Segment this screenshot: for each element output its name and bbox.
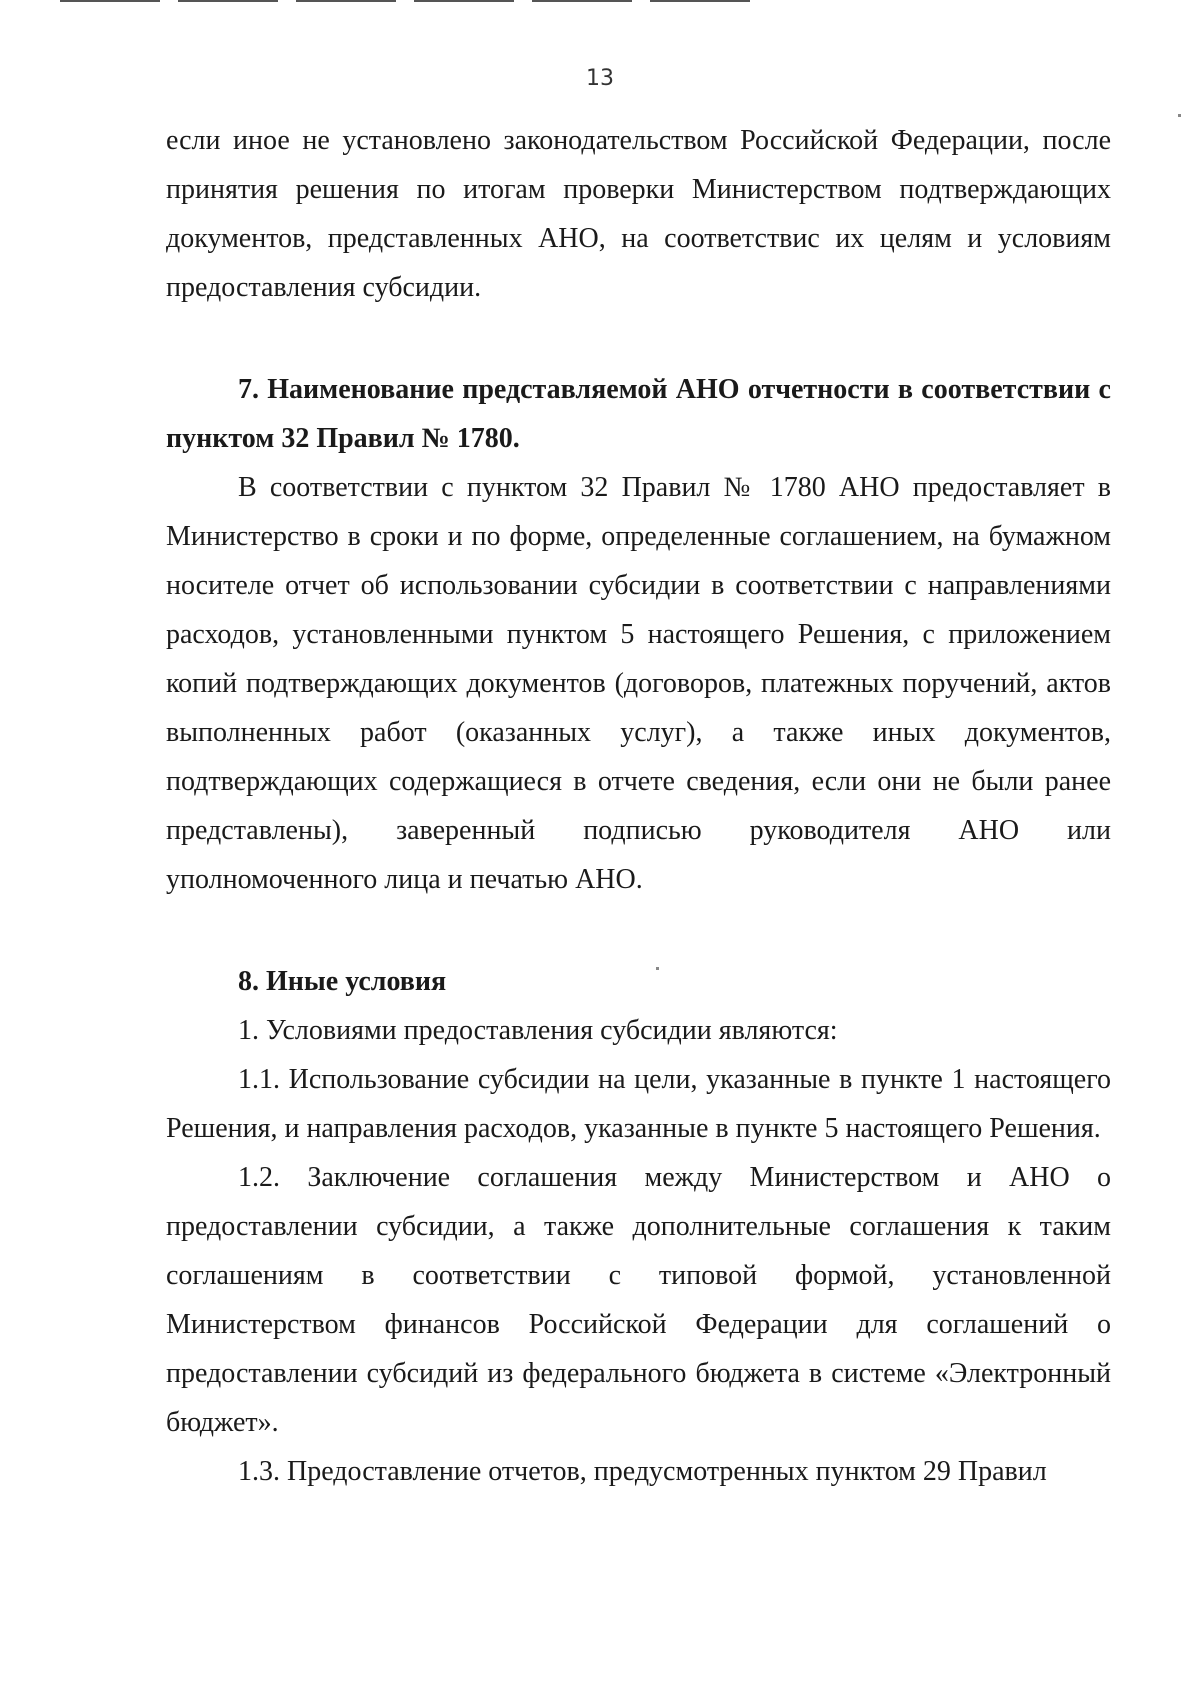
section-spacer	[166, 312, 1111, 365]
section-8-item-1-1: 1.1. Использование субсидии на цели, указанные в пункте 1 настоящего Решения, и направления расходов, указанные в пункте 5 настоящего Решения.	[166, 1064, 1111, 1144]
top-edge-rule	[650, 0, 750, 2]
section-7-heading: 7. Наименование представляемой АНО отчетности в соответствии с пунктом 32 Правил № 1780.	[166, 374, 1111, 454]
paragraph-continuation: если иное не установлено законодательством Российской Федерации, после принятия решения по итогам проверки Министерством подтверждающих документов, представленных АНО, на соответствис их целям и условиям предоставления субсидии.	[166, 125, 1111, 303]
page-number: 13	[586, 66, 614, 91]
top-edge-rule	[178, 0, 278, 2]
section-spacer	[166, 904, 1111, 957]
scan-speck	[1178, 114, 1181, 117]
section-8-heading: 8. Иные условия	[238, 966, 447, 997]
top-edge-rule	[296, 0, 396, 2]
section-8-item-1-2: 1.2. Заключение соглашения между Министерством и АНО о предоставлении субсидии, а также дополнительные соглашения к таким соглашениям в соответствии с типовой формой, установленной Министерством финансов Российской Федерации для соглашений о предоставлении субсидий из федерального бюджета в системе «Электронный бюджет».	[166, 1162, 1111, 1438]
top-edge-rule	[532, 0, 632, 2]
section-8-item-1: 1. Условиями предоставления субсидии являются:	[238, 1015, 838, 1046]
section-7-paragraph: В соответствии с пунктом 32 Правил № 1780 АНО предоставляет в Министерство в сроки и по форме, определенные соглашением, на бумажном носителе отчет об использовании субсидии в соответствии с направлениями расходов, установленными пунктом 5 настоящего Решения, с приложением копий подтверждающих документов (договоров, платежных поручений, актов выполненных работ (оказанных услуг), а также иных документов, подтверждающих содержащиеся в отчете сведения, если они не были ранее представлены), заверенный подписью руководителя АНО или уполномоченного лица и печатью АНО.	[166, 472, 1111, 895]
top-edge-rule	[60, 0, 160, 2]
document-body	[166, 116, 1111, 1496]
top-edge-rule	[414, 0, 514, 2]
section-8-item-1-3: 1.3. Предоставление отчетов, предусмотренных пунктом 29 Правил	[238, 1456, 1047, 1487]
